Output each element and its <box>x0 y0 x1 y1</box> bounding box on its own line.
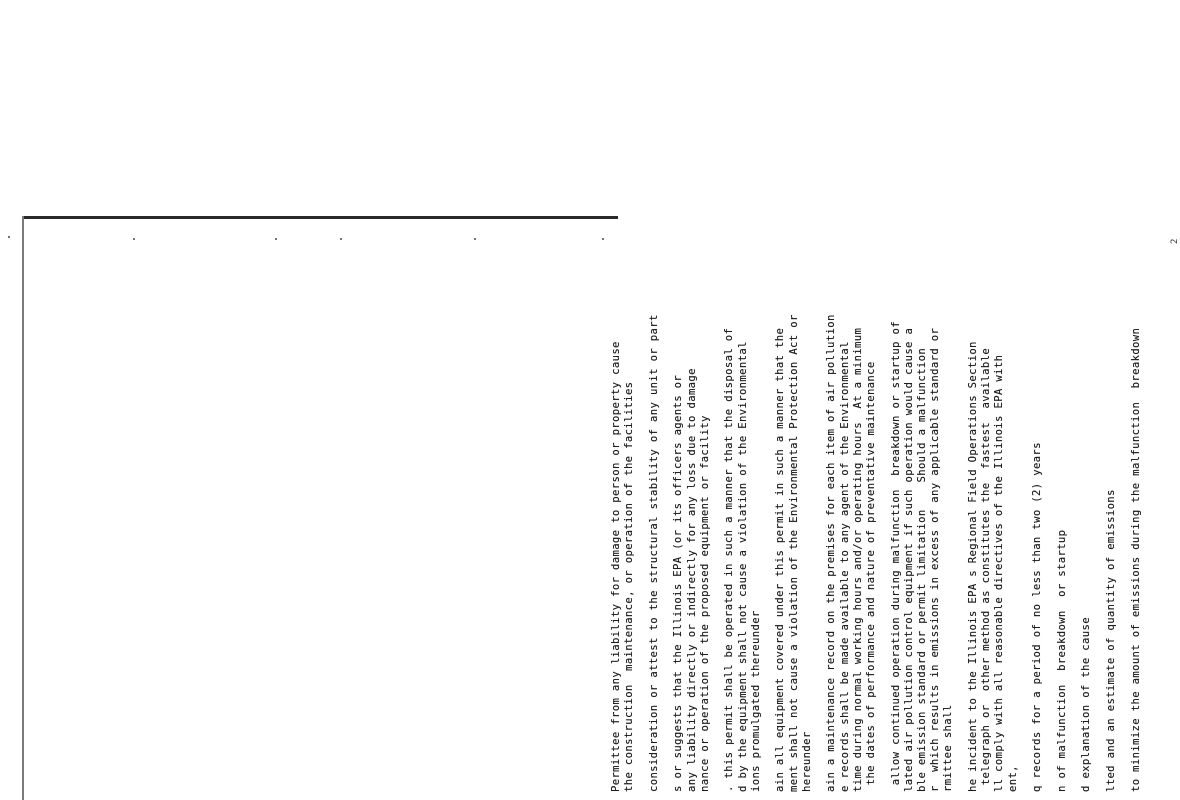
scan-speck <box>602 238 604 240</box>
text-line: rmittee shall <box>942 704 955 792</box>
rotated-page <box>610 238 1180 792</box>
text-line: ions promulgated thereunder <box>749 610 762 792</box>
page-number: 2 <box>1170 238 1180 244</box>
text-line: lted and an estimate of quantity of emissions <box>1105 489 1117 792</box>
text-line: time during normal working hours and/or operating hours At a minimum <box>851 327 864 792</box>
text-line: d explanation of the cause <box>1080 617 1093 792</box>
text-line: r which results in emissions in excess of any applicable standard or <box>929 327 942 792</box>
scan-speck <box>340 238 342 240</box>
text-line: ment shall not cause a violation of the Environmental Protection Act or <box>787 314 800 792</box>
text-line: . this permit shall be operated in such a manner that the disposal of <box>723 327 736 792</box>
text-line: Permittee from any liability for damage to person or property cause <box>610 341 622 792</box>
page-edge-left <box>22 216 24 800</box>
text-line: consideration or attest to the structural stability of any unit or part <box>647 314 660 792</box>
scan-speck <box>474 238 476 240</box>
text-line: allow continued operation during malfunction breakdown or startup of <box>889 321 902 792</box>
scan-speck <box>275 238 277 240</box>
text-line: n of malfunction breakdown or startup <box>1055 529 1068 792</box>
text-line: d by the equipment shall not cause a violation of the Environmental <box>736 341 749 792</box>
text-line: hereunder <box>800 731 813 792</box>
text-line: ll comply with all reasonable directives of the Illinois EPA with <box>993 354 1006 792</box>
text-line: ble emission standard or permit limitation Should a malfunction <box>916 347 928 792</box>
text-line: ain all equipment covered under this permit in such a manner that the <box>774 327 787 792</box>
text-line: ent, <box>1006 765 1019 792</box>
text-line: telegraph or other method as constitutes the fastest available <box>980 347 993 792</box>
text-line: the dates of performance and nature of preventative maintenance <box>865 361 877 792</box>
text-line: ain a maintenance record on the premises for each item of air pollution <box>825 314 838 792</box>
text-line: he incident to the Illinois EPA s Regional Field Operations Section <box>967 341 979 792</box>
text-line: to minimize the amount of emissions during the malfunction breakdown <box>1129 327 1142 792</box>
text-line: e records shall be made available to any agent of the Environmental <box>838 341 851 792</box>
page-edge-top <box>22 216 618 219</box>
text-line: s or suggests that the Illinois EPA (or its officers agents or <box>672 374 685 792</box>
scan-speck <box>8 236 10 238</box>
text-line: any liability directly or indirectly for any loss due to damage <box>685 368 698 792</box>
text-line: nance or operation of the proposed equipment or facility <box>698 415 711 792</box>
scan-speck <box>133 238 135 240</box>
text-line: lated air pollution control equipment if such operation would cause a <box>902 327 915 792</box>
text-line: the construction maintenance, or operation of the facilities <box>623 381 636 792</box>
text-line: q records for a period of no less than two (2) years <box>1031 442 1044 792</box>
